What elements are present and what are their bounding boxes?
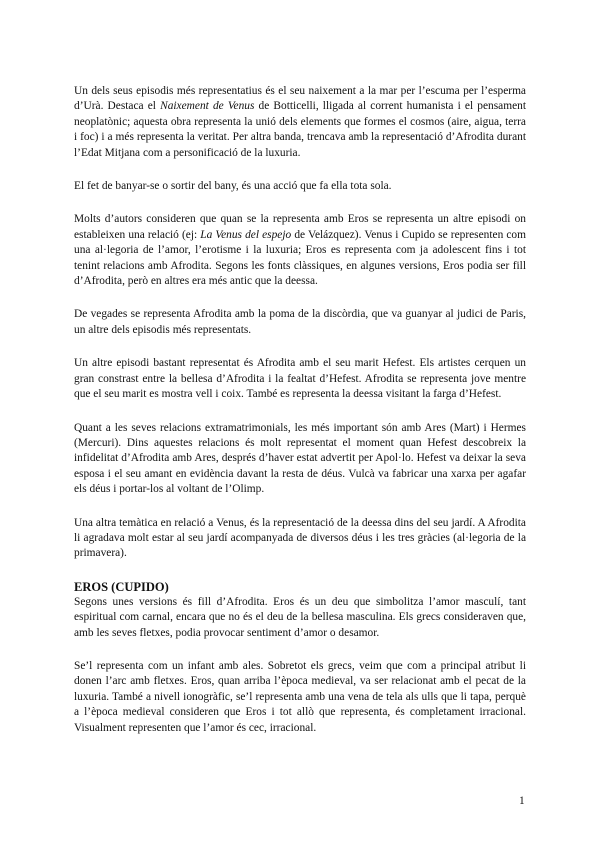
section-heading-eros: EROS (CUPIDO) [74, 579, 169, 594]
page-number: 1 [519, 795, 525, 807]
document-body [74, 84, 526, 736]
paragraph-birth-of-venus: Un dels seus episodis més representatius és el seu naixement a la mar per l’escuma per l’esperma d’Urà. Destaca el Naixement de Venus de Botticelli, lligada al corrent humanista i el pensament neoplatònic; aquesta obra representa la unió dels elements que formes el cosmos (aire, aigua, terra i foc) i a més representa la veritat. Per altra banda, trencava amb la representació d’Afrodita durant l’Edat Mitjana com a personificació de la luxuria. [74, 85, 526, 159]
paragraph-apple-of-discord: De vegades se representa Afrodita amb la poma de la discòrdia, que va guanyar al judici de Paris, un altre dels episodis més representats. [74, 308, 526, 336]
paragraph-garden: Una altra temàtica en relació a Venus, és la representació de la deessa dins del seu jardí. A Afrodita li agradava molt estar al seu jardí acompanyada de diversos déus i les tres gràcies (al·legoria de la primavera). [74, 516, 526, 560]
paragraph-bath: El fet de banyar-se o sortir del bany, és una acció que fa ella tota sola. [74, 180, 392, 193]
paragraph-hephaestus: Un altre episodi bastant representat és Afrodita amb el seu marit Hefest. Els artistes cerquen un gran constrast entre la bellesa d’Afrodita i la fealtat d’Hefest. Afrodita se representa jove mentre que el seu marit es mostra vell i coix. També es representa la deessa visitant la farga d’Hefest. [74, 357, 526, 401]
artwork-title-venus-del-espejo: La Venus del espejo [200, 228, 292, 241]
artwork-title-birth-of-venus: Naixement de Venus [160, 100, 255, 113]
paragraph-eros-representation: Se’l representa com un infant amb ales. Sobretot els grecs, veim que com a principal atribut li donen l’arc amb fletxes. Eros, quan arriba l’època medieval, va ser relacionat amb el pecat de la luxuria. També a nivell ionogràfic, se’l representa amb una vena de tela als ulls que li tapa, perquè a l’època medieval consideren que Eros i tot allò que representa, és completament irracional. Visualment representen que l’amor és cec, irracional. [74, 659, 526, 734]
paragraph-extramarital-relations: Quant a les seves relacions extramatrimonials, les més important són amb Ares (Mart) i Hermes (Mercuri). Dins aquestes relacions és molt representat el moment quan Hefest descobreix la infidelitat d’Afrodita amb Ares, després d’haver estat advertit per Apol·lo. Hefest va deixar la seva esposa i el seu amant en evidència davant la resta de déus. Vulcà va fabricar una xarxa per agafar els déus i portar-los al voltant de l’Olimp. [74, 421, 526, 496]
paragraph-venus-and-eros: Molts d’autors consideren que quan se la representa amb Eros se representa un altre episodi on estableixen una relació (ej: La Venus del espejo de Velázquez). Venus i Cupido se representen com una al·legoria de l’amor, l’erotisme i la luxuria; Eros es representa com ja adolescent fins i tot tenint relacions amb Afrodita. Segons les fonts clàssiques, en algunes versions, Eros podia ser fill d’Afrodita, però en altres era més antic que la deessa. [74, 213, 526, 288]
paragraph-eros-origin: Segons unes versions és fill d’Afrodita. Eros és un deu que simbolitza l’amor masculí, tant espiritual com carnal, encara que no és el deu de la bellesa masculina. Els grecs consideraven que, amb les seves fletxes, podia provocar sentiment d’amor o desamor. [74, 595, 526, 639]
